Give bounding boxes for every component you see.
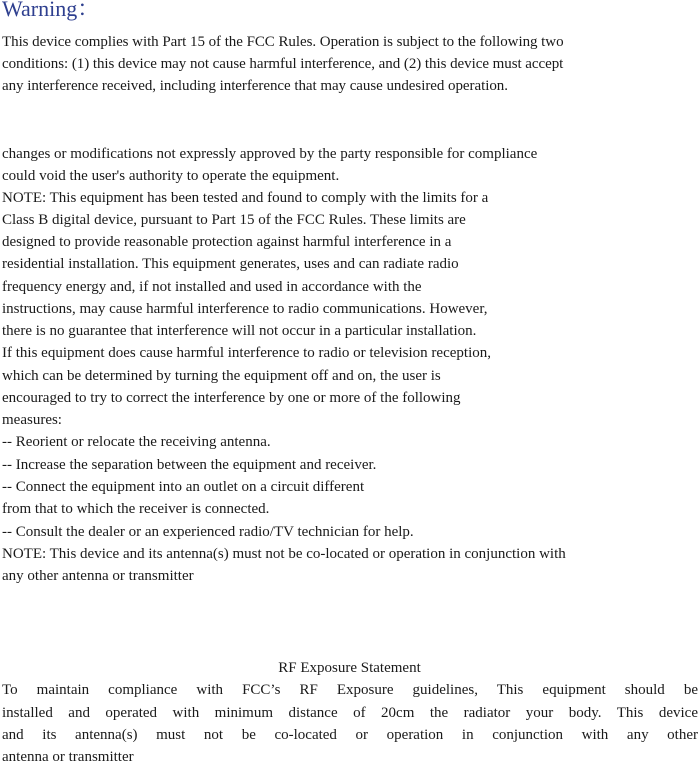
warning-heading: Warning：: [2, 0, 100, 21]
body-line-5: designed to provide reasonable protection against harmful interference in a: [2, 234, 452, 250]
body-line-16: -- Connect the equipment into an outlet on a circuit different: [2, 479, 365, 495]
rf-line-4: antenna or transmitter: [2, 749, 134, 765]
body-line-6: residential installation. This equipment generates, uses and can radiate radio: [2, 256, 459, 272]
body-line-7: frequency energy and, if not installed and used in accordance with the: [2, 279, 422, 295]
body-line-14: -- Reorient or relocate the receiving antenna.: [2, 434, 271, 450]
body-line-19: NOTE: This device and its antenna(s) must not be co-located or operation in conjunction with: [2, 546, 566, 562]
intro-line-1: This device complies with Part 15 of the FCC Rules. Operation is subject to the following two: [2, 34, 564, 50]
rf-line-3: and its antenna(s) must not be co-located or operation in conjunction with any other: [2, 727, 698, 743]
body-line-8: instructions, may cause harmful interference to radio communications. However,: [2, 301, 488, 317]
body-line-10: If this equipment does cause harmful interference to radio or television reception,: [2, 345, 491, 361]
body-line-4: Class B digital device, pursuant to Part 15 of the FCC Rules. These limits are: [2, 212, 466, 228]
body-line-9: there is no guarantee that interference will not occur in a particular installation.: [2, 323, 477, 339]
rf-exposure-title: RF Exposure Statement: [278, 660, 421, 676]
body-line-11: which can be determined by turning the equipment off and on, the user is: [2, 368, 441, 384]
body-line-13: measures:: [2, 412, 62, 428]
body-line-17: from that to which the receiver is connected.: [2, 501, 270, 517]
body-line-12: encouraged to try to correct the interference by one or more of the following: [2, 390, 461, 406]
body-line-1: changes or modifications not expressly approved by the party responsible for compliance: [2, 146, 538, 162]
body-line-3: NOTE: This equipment has been tested and found to comply with the limits for a: [2, 190, 489, 206]
rf-line-2: installed and operated with minimum distance of 20cm the radiator your body. This device: [2, 705, 698, 721]
rf-line-1: To maintain compliance with FCC’s RF Exposure guidelines, This equipment should be: [2, 682, 698, 698]
body-line-18: -- Consult the dealer or an experienced radio/TV technician for help.: [2, 524, 414, 540]
body-line-15: -- Increase the separation between the equipment and receiver.: [2, 457, 377, 473]
intro-line-2: conditions: (1) this device may not cause harmful interference, and (2) this device must accept: [2, 56, 564, 72]
body-line-2: could void the user's authority to operate the equipment.: [2, 168, 340, 184]
body-line-20: any other antenna or transmitter: [2, 568, 194, 584]
intro-line-3: any interference received, including interference that may cause undesired operation.: [2, 78, 508, 94]
